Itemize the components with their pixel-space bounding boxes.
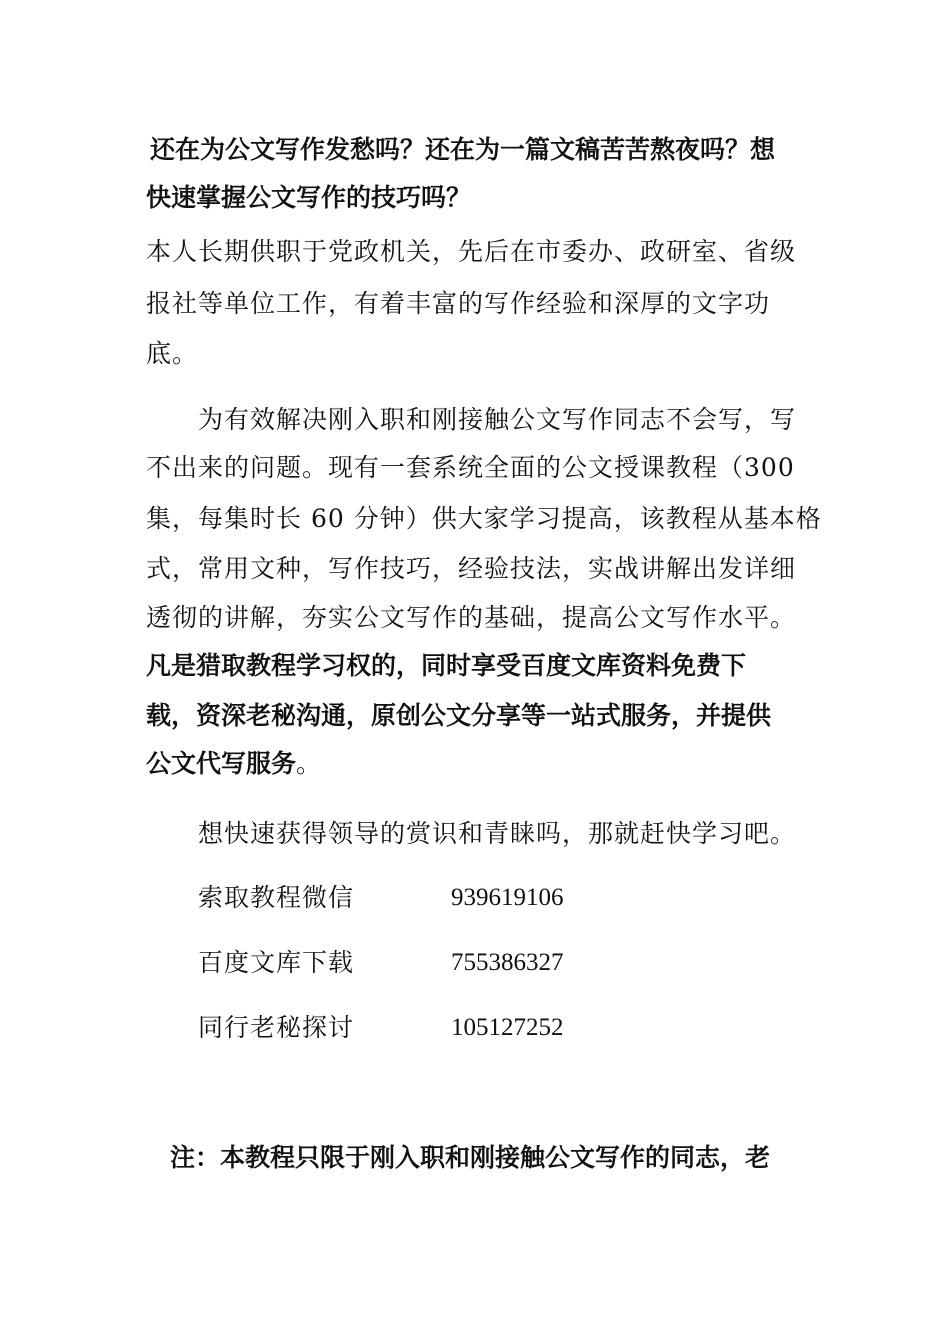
- benefits-line-2: 载，资深老秘沟通，原创公文分享等一站式服务，并提供: [146, 701, 772, 730]
- intro-line-2: 报社等单位工作，有着丰富的写作经验和深厚的文字功: [146, 289, 771, 318]
- course-line-4: 式，常用文种，写作技巧，经验技法，实战讲解出发详细: [146, 554, 797, 583]
- intro-line-3: 底。: [146, 339, 199, 368]
- heading-line-2: 快速掌握公文写作的技巧吗？: [146, 183, 472, 212]
- intro-line-1: 本人长期供职于党政机关，先后在市委办、政研室、省级: [146, 237, 797, 266]
- cta-line: 想快速获得领导的赏识和青睐吗，那就赶快学习吧。: [198, 819, 797, 848]
- heading-line-1: 还在为公文写作发愁吗？还在为一篇文稿苦苦熬夜吗？想: [150, 135, 776, 164]
- contact-label-wechat: 索取教程微信: [198, 883, 355, 912]
- benefits-line-3-text: 公文代写服务: [146, 749, 297, 778]
- contact-value-wenku: 755386327: [451, 949, 564, 976]
- contact-label-wenku: 百度文库下载: [198, 948, 355, 977]
- benefits-line-1: 凡是猎取教程学习权的，同时享受百度文库资料免费下: [146, 651, 747, 680]
- benefits-line-3-end: 。: [296, 749, 323, 778]
- note-line: 注：本教程只限于刚入职和刚接触公文写作的同志，老: [170, 1143, 771, 1172]
- course-line-3: 集，每集时长 60 分钟）供大家学习提高，该教程从基本格: [146, 504, 822, 533]
- contact-label-peer: 同行老秘探讨: [198, 1013, 355, 1042]
- contact-value-peer: 105127252: [451, 1014, 564, 1041]
- benefits-line-3: [146, 748, 322, 780]
- contact-value-wechat: 939619106: [451, 884, 564, 911]
- course-line-5: 透彻的讲解，夯实公文写作的基础，提高公文写作水平。: [146, 603, 797, 632]
- course-line-1: 为有效解决刚入职和刚接触公文写作同志不会写，写: [198, 405, 797, 434]
- course-line-2: 不出来的问题。现有一套系统全面的公文授课教程（300: [146, 453, 795, 482]
